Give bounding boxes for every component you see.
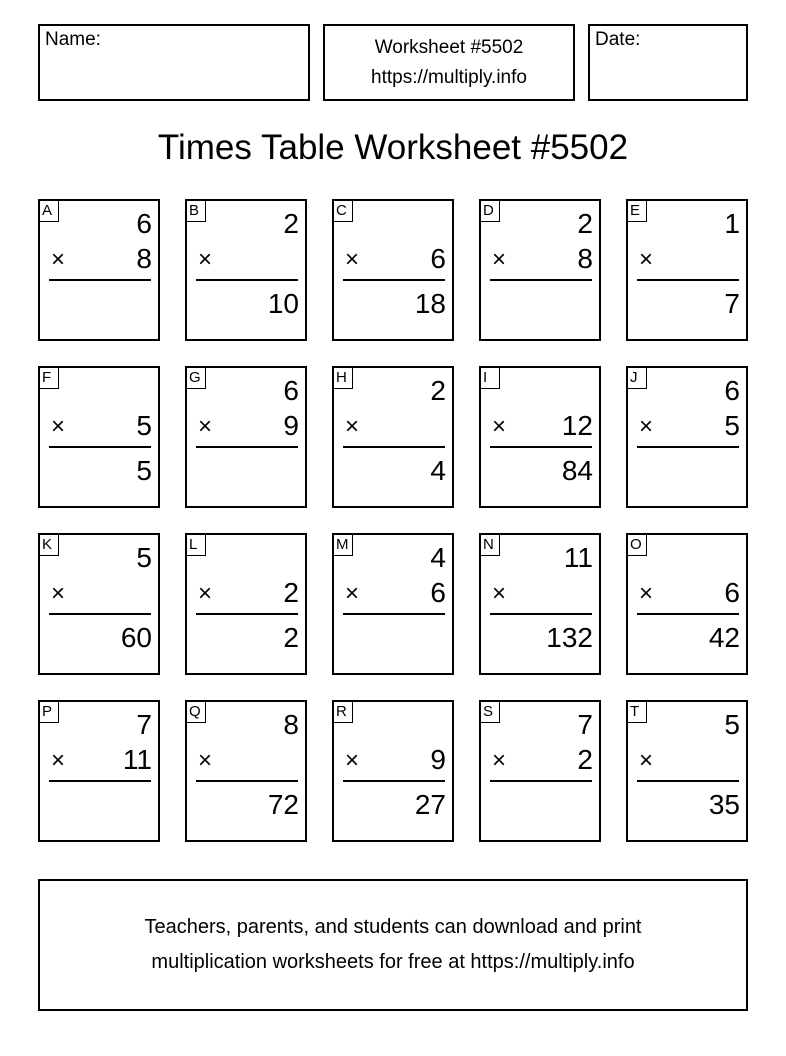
problem-n bbox=[479, 533, 601, 675]
answer-rule bbox=[343, 279, 445, 281]
problem-letter: S bbox=[481, 702, 500, 723]
problem-a bbox=[38, 199, 160, 341]
bottom-number[interactable]: 5 bbox=[724, 410, 740, 441]
site-url: https://multiply.info bbox=[371, 67, 527, 88]
top-number[interactable]: 6 bbox=[724, 375, 740, 406]
footer-box bbox=[38, 879, 748, 1011]
bottom-number[interactable]: 8 bbox=[136, 243, 152, 274]
answer[interactable]: 84 bbox=[561, 455, 593, 486]
answer-rule bbox=[49, 279, 151, 281]
bottom-number[interactable]: 6 bbox=[724, 577, 740, 608]
top-number[interactable]: 1 bbox=[724, 208, 740, 239]
problem-l bbox=[185, 533, 307, 675]
answer[interactable]: 4 bbox=[430, 455, 446, 486]
problem-h bbox=[332, 366, 454, 508]
problem-c bbox=[332, 199, 454, 341]
answer-rule bbox=[490, 780, 592, 782]
problem-o bbox=[626, 533, 748, 675]
times-sign: × bbox=[639, 246, 654, 273]
top-number[interactable]: 5 bbox=[724, 709, 740, 740]
problem-g bbox=[185, 366, 307, 508]
problem-letter: I bbox=[481, 368, 500, 389]
bottom-number[interactable]: 9 bbox=[283, 410, 299, 441]
problem-letter: Q bbox=[187, 702, 206, 723]
footer-line-2: multiplication worksheets for free at https://multiply.info bbox=[151, 951, 635, 973]
top-number[interactable]: 8 bbox=[283, 709, 299, 740]
answer[interactable]: 60 bbox=[120, 622, 152, 653]
problem-letter: E bbox=[628, 201, 647, 222]
top-number[interactable]: 5 bbox=[136, 542, 152, 573]
answer-rule bbox=[343, 613, 445, 615]
problem-r bbox=[332, 700, 454, 842]
times-sign: × bbox=[51, 580, 66, 607]
bottom-number[interactable]: 2 bbox=[577, 744, 593, 775]
answer[interactable]: 5 bbox=[136, 455, 152, 486]
problem-s bbox=[479, 700, 601, 842]
problem-letter: T bbox=[628, 702, 647, 723]
answer-rule bbox=[637, 279, 739, 281]
times-sign: × bbox=[51, 246, 66, 273]
answer-rule bbox=[196, 613, 298, 615]
top-number[interactable]: 6 bbox=[136, 208, 152, 239]
bottom-number[interactable]: 9 bbox=[430, 744, 446, 775]
problem-letter: M bbox=[334, 535, 353, 556]
date-label: Date: bbox=[595, 29, 641, 50]
times-sign: × bbox=[492, 413, 507, 440]
problem-i bbox=[479, 366, 601, 508]
answer-rule bbox=[49, 780, 151, 782]
answer-rule bbox=[196, 279, 298, 281]
bottom-number[interactable]: 6 bbox=[430, 577, 446, 608]
bottom-number[interactable]: 12 bbox=[561, 410, 593, 441]
top-number[interactable]: 7 bbox=[136, 709, 152, 740]
problem-letter: F bbox=[40, 368, 59, 389]
times-sign: × bbox=[345, 747, 360, 774]
times-sign: × bbox=[492, 747, 507, 774]
answer-rule bbox=[490, 279, 592, 281]
problem-letter: D bbox=[481, 201, 500, 222]
top-number[interactable]: 6 bbox=[283, 375, 299, 406]
bottom-number[interactable]: 2 bbox=[283, 577, 299, 608]
problem-j bbox=[626, 366, 748, 508]
times-sign: × bbox=[198, 246, 213, 273]
bottom-number[interactable]: 8 bbox=[577, 243, 593, 274]
top-number[interactable]: 11 bbox=[563, 542, 593, 573]
answer[interactable]: 10 bbox=[267, 288, 299, 319]
problem-letter: N bbox=[481, 535, 500, 556]
answer[interactable]: 27 bbox=[414, 789, 446, 820]
problem-q bbox=[185, 700, 307, 842]
answer[interactable]: 7 bbox=[724, 288, 740, 319]
times-sign: × bbox=[639, 747, 654, 774]
problem-p bbox=[38, 700, 160, 842]
problem-letter: K bbox=[40, 535, 59, 556]
answer[interactable]: 42 bbox=[708, 622, 740, 653]
problem-t bbox=[626, 700, 748, 842]
problem-k bbox=[38, 533, 160, 675]
problem-b bbox=[185, 199, 307, 341]
answer-rule bbox=[196, 446, 298, 448]
worksheet-number: Worksheet #5502 bbox=[374, 37, 524, 58]
footer-line-1: Teachers, parents, and students can download and print bbox=[144, 916, 642, 938]
problem-letter: A bbox=[40, 201, 59, 222]
top-number[interactable]: 2 bbox=[577, 208, 593, 239]
problem-letter: C bbox=[334, 201, 353, 222]
answer-rule bbox=[490, 446, 592, 448]
bottom-number[interactable]: 11 bbox=[122, 744, 152, 775]
answer[interactable]: 35 bbox=[708, 789, 740, 820]
answer-rule bbox=[637, 446, 739, 448]
times-sign: × bbox=[198, 747, 213, 774]
answer-rule bbox=[490, 613, 592, 615]
problem-letter: G bbox=[187, 368, 206, 389]
bottom-number[interactable]: 5 bbox=[136, 410, 152, 441]
name-label: Name: bbox=[45, 29, 101, 50]
answer-rule bbox=[637, 613, 739, 615]
times-sign: × bbox=[345, 413, 360, 440]
top-number[interactable]: 2 bbox=[430, 375, 446, 406]
times-sign: × bbox=[345, 246, 360, 273]
times-sign: × bbox=[198, 413, 213, 440]
problem-letter: O bbox=[628, 535, 647, 556]
problem-letter: B bbox=[187, 201, 206, 222]
times-sign: × bbox=[492, 246, 507, 273]
answer-rule bbox=[196, 780, 298, 782]
answer-rule bbox=[49, 613, 151, 615]
problem-m bbox=[332, 533, 454, 675]
times-sign: × bbox=[51, 747, 66, 774]
times-sign: × bbox=[51, 413, 66, 440]
times-sign: × bbox=[198, 580, 213, 607]
answer[interactable]: 18 bbox=[414, 288, 446, 319]
problem-e bbox=[626, 199, 748, 341]
problem-letter: L bbox=[187, 535, 206, 556]
problem-f bbox=[38, 366, 160, 508]
answer[interactable]: 132 bbox=[546, 622, 593, 653]
times-sign: × bbox=[492, 580, 507, 607]
problem-letter: P bbox=[40, 702, 59, 723]
answer-rule bbox=[343, 780, 445, 782]
top-number[interactable]: 4 bbox=[430, 542, 446, 573]
answer[interactable]: 2 bbox=[283, 622, 299, 653]
problem-letter: J bbox=[628, 368, 647, 389]
answer-rule bbox=[49, 446, 151, 448]
problem-letter: H bbox=[334, 368, 353, 389]
answer[interactable]: 72 bbox=[267, 789, 299, 820]
answer-rule bbox=[343, 446, 445, 448]
problem-letter: R bbox=[334, 702, 353, 723]
answer-rule bbox=[637, 780, 739, 782]
times-sign: × bbox=[639, 413, 654, 440]
top-number[interactable]: 7 bbox=[577, 709, 593, 740]
top-number[interactable]: 2 bbox=[283, 208, 299, 239]
times-sign: × bbox=[345, 580, 360, 607]
times-sign: × bbox=[639, 580, 654, 607]
problem-d bbox=[479, 199, 601, 341]
bottom-number[interactable]: 6 bbox=[430, 243, 446, 274]
page-title: Times Table Worksheet #5502 bbox=[157, 128, 629, 167]
